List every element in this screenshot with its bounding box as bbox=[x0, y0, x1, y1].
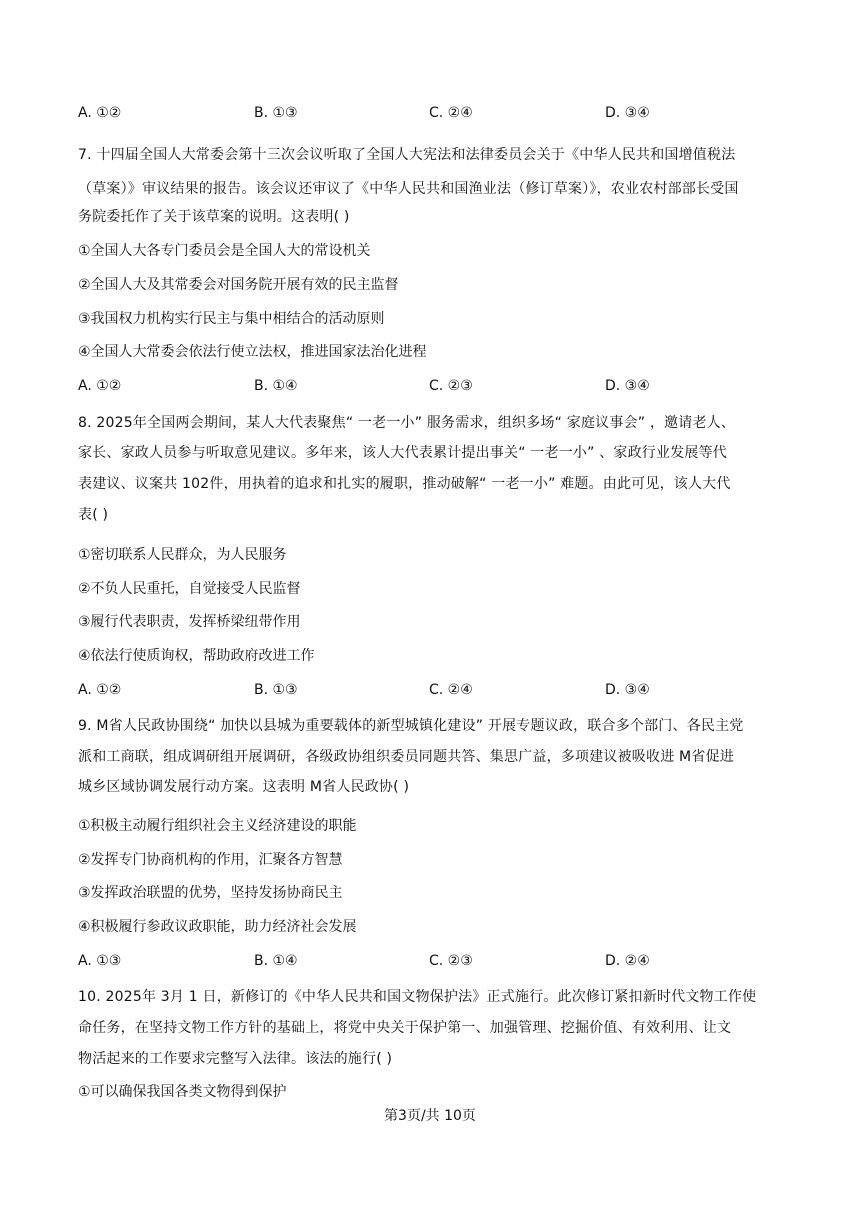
option-d: D. ③④ bbox=[605, 378, 650, 394]
statement-3: ③履行代表职责，发挥桥梁纽带作用 bbox=[78, 614, 301, 630]
statement-4: ④全国人大常委会依法行使立法权，推进国家法治化进程 bbox=[78, 344, 427, 360]
question-stem-line: 9. M省人民政协围绕“ 加快以县城为重要载体的新型城镇化建设” 开展专题议政，联合多个部门、各民主党 bbox=[78, 718, 744, 734]
statement-2: ②发挥专门协商机构的作用，汇聚各方智慧 bbox=[78, 852, 343, 868]
option-d: D. ③④ bbox=[605, 682, 650, 698]
question-stem-line: 物活起来的工作要求完整写入法律。该法的施行( ) bbox=[78, 1051, 393, 1067]
page-number: 第3页/共 10页 bbox=[384, 1108, 476, 1124]
option-a: A. ①② bbox=[78, 378, 122, 394]
option-b: B. ①③ bbox=[254, 682, 298, 698]
question-stem-line: 10. 2025年 3月 1 日，新修订的《中华人民共和国文物保护法》正式施行。此次修订紧扣新时代文物工作使 bbox=[78, 989, 757, 1005]
option-b: B. ①④ bbox=[254, 953, 298, 969]
option-c: C. ②③ bbox=[429, 378, 473, 394]
option-c: C. ②④ bbox=[429, 105, 473, 121]
option-c: C. ②③ bbox=[429, 953, 473, 969]
option-a: A. ①② bbox=[78, 682, 122, 698]
question-stem-line: 7. 十四届全国人大常委会第十三次会议听取了全国人大宪法和法律委员会关于《中华人民共和国增值税法 bbox=[78, 147, 736, 163]
statement-4: ④积极履行参政议政职能，助力经济社会发展 bbox=[78, 919, 357, 935]
q8-options bbox=[78, 680, 778, 700]
option-a: A. ①② bbox=[78, 105, 122, 121]
statement-3: ③发挥政治联盟的优势，坚持发扬协商民主 bbox=[78, 885, 343, 901]
question-stem-line: 城乡区域协调发展行动方案。这表明 M省人民政协( ) bbox=[78, 779, 410, 795]
option-d: D. ②④ bbox=[605, 953, 650, 969]
question-stem-line: 表( ) bbox=[78, 507, 109, 523]
question-stem-line: （草案）》审议结果的报告。该会议还审议了《中华人民共和国渔业法（修订草案）》，农业农村部部长受国 bbox=[78, 181, 739, 197]
q6-options bbox=[78, 103, 778, 123]
question-stem-line: 派和工商联，组成调研组开展调研，各级政协组织委员同题共答、集思广益，多项建议被吸收进 M省促进 bbox=[78, 749, 734, 765]
option-b: B. ①④ bbox=[254, 378, 298, 394]
statement-2: ②全国人大及其常委会对国务院开展有效的民主监督 bbox=[78, 277, 399, 293]
statement-2: ②不负人民重托，自觉接受人民监督 bbox=[78, 581, 301, 597]
question-stem-line: 表建议、议案共 102件，用执着的追求和扎实的履职，推动破解“ 一老一小” 难题。由此可见，该人大代 bbox=[78, 476, 731, 492]
question-stem-line: 务院委托作了关于该草案的说明。这表明( ) bbox=[78, 209, 350, 225]
statement-1: ①全国人大各专门委员会是全国人大的常设机关 bbox=[78, 243, 371, 259]
statement-1: ①密切联系人民群众，为人民服务 bbox=[78, 547, 287, 563]
statement-1: ①积极主动履行组织社会主义经济建设的职能 bbox=[78, 818, 357, 834]
statement-1: ①可以确保我国各类文物得到保护 bbox=[78, 1084, 287, 1100]
question-stem-line: 命任务，在坚持文物工作方针的基础上，将党中央关于保护第一、加强管理、挖掘价值、有效利用、让文 bbox=[78, 1020, 732, 1036]
option-d: D. ③④ bbox=[605, 105, 650, 121]
option-c: C. ②④ bbox=[429, 682, 473, 698]
q7-options bbox=[78, 376, 778, 396]
option-b: B. ①③ bbox=[254, 105, 298, 121]
option-a: A. ①③ bbox=[78, 953, 122, 969]
statement-3: ③我国权力机构实行民主与集中相结合的活动原则 bbox=[78, 311, 385, 327]
question-stem-line: 8. 2025年全国两会期间，某人大代表聚焦“ 一老一小” 服务需求，组织多场“ 家庭议事会” ，邀请老人、 bbox=[78, 415, 736, 431]
q9-options bbox=[78, 951, 778, 971]
question-stem-line: 家长、家政人员参与听取意见建议。多年来，该人大代表累计提出事关“ 一老一小” 、家政行业发展等代 bbox=[78, 445, 728, 461]
statement-4: ④依法行使质询权，帮助政府改进工作 bbox=[78, 648, 315, 664]
